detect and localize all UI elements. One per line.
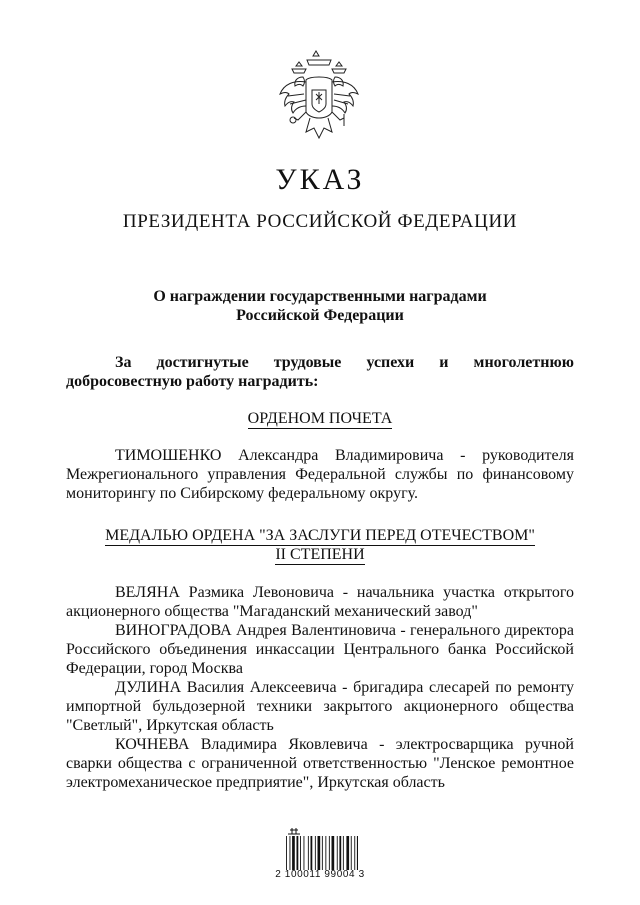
decree-title: УКАЗ (275, 163, 365, 196)
award-recipient-list (66, 446, 574, 503)
award-degree: II СТЕПЕНИ (275, 546, 365, 563)
preamble-word: успехи (366, 354, 415, 371)
decree-subject (0, 287, 640, 325)
recipient-entry: ТИМОШЕНКО Александра Владимировича - руководителя Межрегионального управления Федеральной службы по финансовому мониторингу по Сибирскому федеральному округу. (66, 447, 574, 502)
subject-line-1: О награждении государственными наградами (153, 288, 487, 305)
subject-line-2: Российской Федерации (236, 307, 404, 324)
decree-preamble (66, 353, 574, 391)
recipient-entry: ДУЛИНА Василия Алексеевича - бригадира слесарей по ремонту импортной бульдозерной техники закрытого акционерного общества "Светлый", Иркутская область (66, 679, 574, 734)
coat-of-arms-emblem (276, 50, 362, 146)
preamble-word: За (115, 354, 132, 371)
award-heading-medal-merit (0, 527, 640, 565)
award-recipient-list (66, 583, 574, 792)
preamble-word: трудовые (273, 354, 342, 371)
preamble-word: достигнутые (156, 354, 249, 371)
recipient-entry: КОЧНЕВА Владимира Яковлевича - электросварщика ручной сварки общества с ограниченной ответственностью "Ленское ремонтное электромеханическое предприятие", Иркутская область (66, 736, 574, 791)
preamble-word: и (439, 354, 449, 371)
award-title: ОРДЕНОМ ПОЧЕТА (247, 410, 393, 427)
recipient-entry: ВИНОГРАДОВА Андрея Валентиновича - генерального директора Российского объединения инкассации Центрального банка Российской Федерации, город Москва (66, 622, 574, 677)
barcode-image (286, 826, 358, 874)
award-title: МЕДАЛЬЮ ОРДЕНА "ЗА ЗАСЛУГИ ПЕРЕД ОТЕЧЕСТВОМ" (105, 527, 535, 544)
decree-issuer: ПРЕЗИДЕНТА РОССИЙСКОЙ ФЕДЕРАЦИИ (122, 211, 518, 232)
preamble-line-2: добросовестную работу наградить: (66, 373, 319, 390)
preamble-line-1 (66, 353, 574, 372)
barcode-number: 2 100011 99004 3 (275, 869, 365, 880)
recipient-entry: ВЕЛЯНА Размика Левоновича - начальника участка открытого акционерного общества "Магаданский механический завод" (66, 584, 574, 620)
award-heading-order-of-honour (0, 410, 640, 429)
preamble-word: многолетнюю (473, 354, 574, 371)
